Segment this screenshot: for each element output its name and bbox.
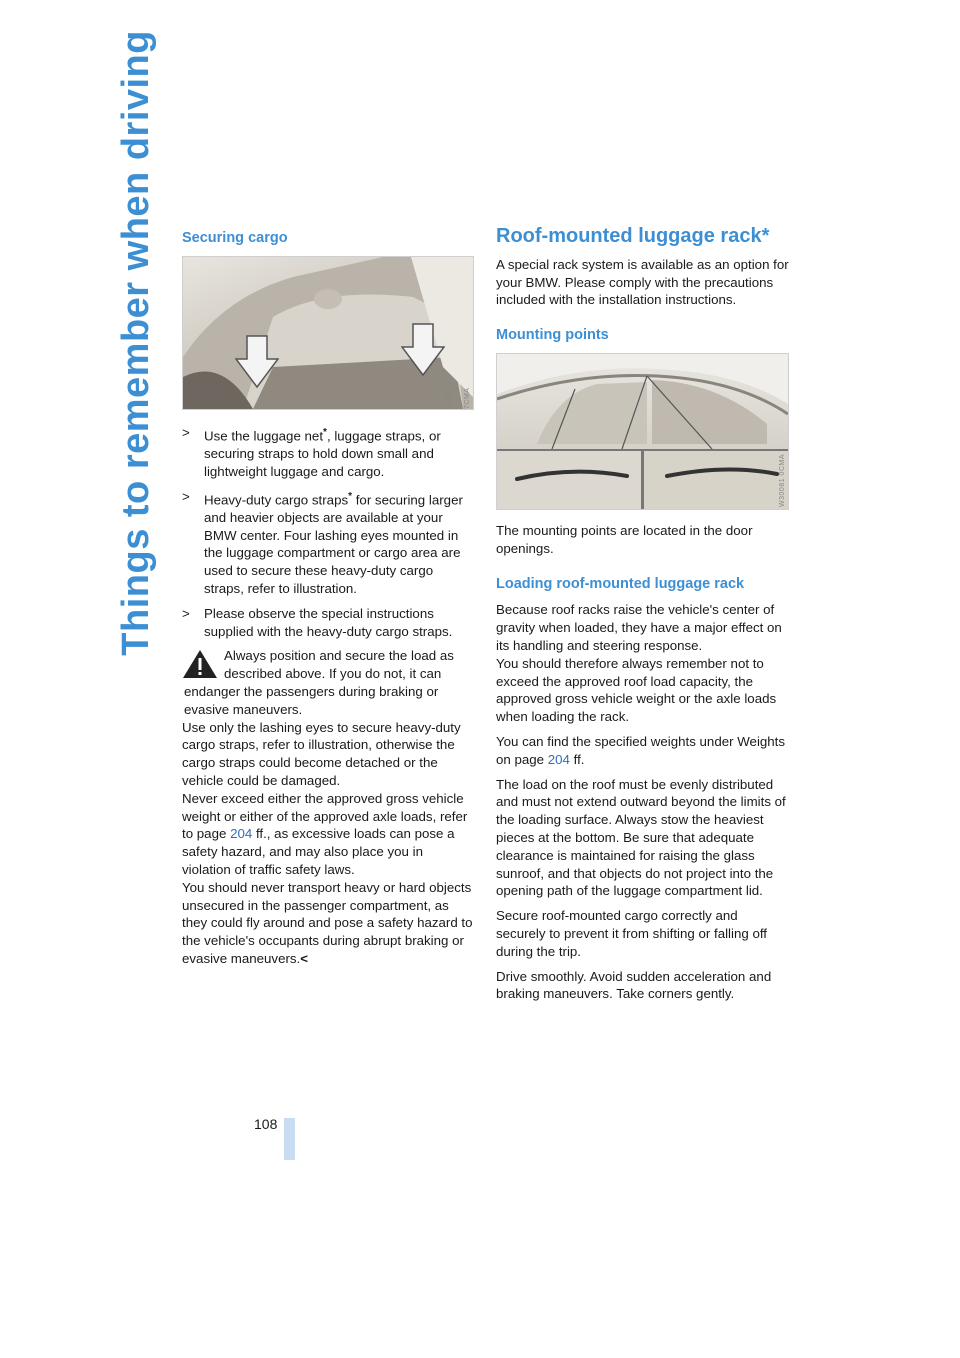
left-column (182, 230, 474, 975)
warning-block (182, 647, 474, 967)
paragraph: The load on the roof must be evenly distributed and must not extend outward beyond the limits of the loading surface. Always stow the heaviest pieces at the bottom. Be sure that adequate clearance is maintained for raising the glass sunroof, and that objects do not project into the opening path of the luggage compartment lid. (496, 776, 786, 899)
figure-code: W30059 7CMA (446, 379, 472, 409)
arrow-down-icon (235, 335, 279, 389)
chapter-title-text: Things to remember when driving (114, 30, 157, 656)
mounting-points-illustration (496, 353, 789, 510)
paragraph-text: You can find the specified weights under Weights on page (496, 733, 786, 767)
bullet-item (182, 605, 474, 641)
warning-text-4: You should never transport heavy or hard objects unsecured in the passenger compartment, as they could fly around and pose a safety hazard to the vehicle's occupants during abrupt braking or evasive maneuvers. (182, 879, 473, 966)
bullet-marker: > (182, 605, 190, 621)
bullet-text-cont: , luggage straps, or securing straps to hold down small and lightweight luggage and cargo. (204, 428, 441, 479)
arrow-down-icon (401, 323, 445, 377)
page-link[interactable]: 204 (230, 826, 253, 842)
bullet-marker: > (182, 424, 190, 440)
warning-text-3: Never exceed either the approved gross vehicle weight or either of the approved axle loads, refer to page (182, 790, 468, 842)
figure-code: W30081 0CMA (779, 453, 787, 507)
mounting-points-heading: Mounting points (496, 327, 609, 344)
chapter-side-title (114, 30, 158, 750)
optional-equipment-star: * (323, 426, 327, 438)
page-number: 108 (254, 1116, 278, 1132)
bullet-marker: > (182, 488, 190, 504)
bullet-text: Heavy-duty cargo straps (204, 492, 349, 508)
paragraph (496, 733, 790, 769)
paragraph: Drive smoothly. Avoid sudden acceleration and braking maneuvers. Take corners gently. (496, 968, 772, 1002)
bullet-item (182, 488, 474, 598)
optional-equipment-star: * (348, 490, 353, 502)
bullet-text-cont: for securing larger and heavier objects are available at your BMW center. Four lashing eyes mounted in the luggage compartment or cargo area are used to secure these heavy-duty cargo straps, refer to illustration. (204, 492, 463, 597)
warning-text-2: Use only the lashing eyes to secure heavy-duty cargo straps, refer to illustration, otherwise the cargo straps could become detached or the vehicle could be damaged. (182, 719, 461, 788)
roof-rack-intro: A special rack system is available as an option for your BMW. Please comply with the precautions included with the installation instructions. (496, 256, 789, 308)
right-column (496, 225, 790, 1010)
securing-cargo-heading: Securing cargo (182, 230, 288, 246)
loading-rack-heading: Loading roof-mounted luggage rack (496, 575, 745, 592)
cargo-lashing-eyes-illustration (182, 256, 474, 410)
paragraph: Secure roof-mounted cargo correctly and securely to prevent it from shifting or falling off during the trip. (496, 908, 767, 959)
page-link[interactable]: 204 (547, 751, 570, 767)
warning-triangle-icon (182, 649, 218, 679)
paragraph: Because roof racks raise the vehicle's center of gravity when loaded, they have a major effect on its handling and steering response. (496, 602, 782, 653)
paragraph-text-cont: ff. (569, 751, 585, 767)
mounting-points-text: The mounting points are located in the door openings. (496, 522, 753, 556)
page-margin-bar (284, 1118, 295, 1160)
paragraph: You should therefore always remember not to exceed the approved roof load capacity, the approved gross vehicle weight or the axle loads when loading the rack. (496, 655, 777, 725)
warning-text-1: Always position and secure the load as described above. If you do not, it can endanger the passengers during braking or evasive maneuvers. (184, 648, 454, 717)
roof-photo (497, 354, 788, 509)
bullet-text: Use the luggage net (204, 428, 324, 444)
bullet-item (182, 424, 474, 481)
warning-text-3-cont: ff., as excessive loads can pose a safety hazard, and may also place you in violation of traffic safety laws. (182, 826, 455, 877)
roof-rack-heading: Roof-mounted luggage rack* (496, 225, 770, 247)
end-of-warning-mark: < (300, 950, 309, 966)
bullet-text: Please observe the special instructions supplied with the heavy-duty cargo straps. (204, 605, 453, 639)
